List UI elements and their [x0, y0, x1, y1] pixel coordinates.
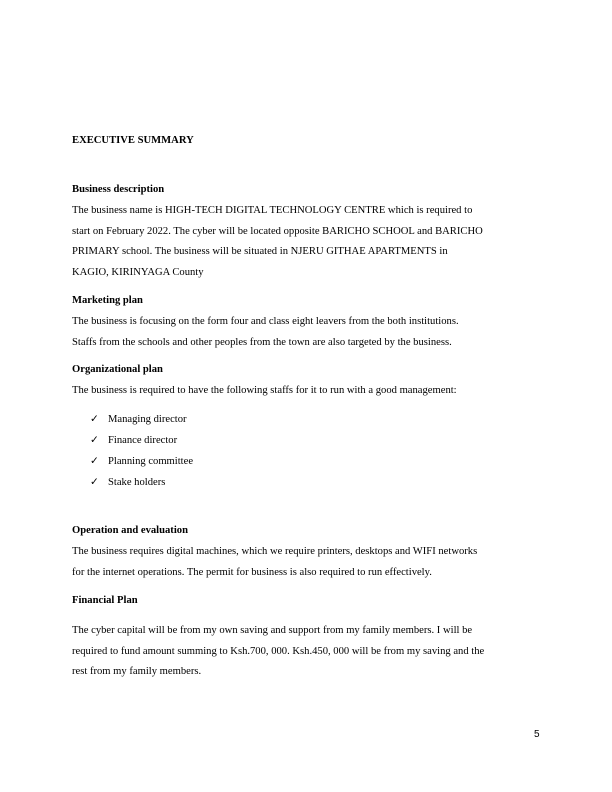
- body-line: The business is focusing on the form four and class eight leavers from the both institutions.: [72, 316, 459, 327]
- body-line: The cyber capital will be from my own saving and support from my family members. I will be: [72, 625, 473, 636]
- page-title: EXECUTIVE SUMMARY: [72, 135, 194, 146]
- operation-evaluation-heading: Operation and evaluation: [72, 525, 188, 536]
- body-line: Staffs from the schools and other peoples from the town are also targeted by the business.: [72, 337, 452, 348]
- body-line: The business is required to have the following staffs for it to run with a good management:: [72, 385, 457, 396]
- checkmark-icon: ✓: [90, 435, 99, 446]
- list-item: [90, 477, 165, 489]
- financial-plan-heading: Financial Plan: [72, 595, 138, 606]
- list-item-label: Planning committee: [108, 456, 194, 467]
- body-line: rest from my family members.: [72, 666, 202, 677]
- business-description-heading: Business description: [72, 184, 165, 195]
- body-line: start on February 2022. The cyber will be located opposite BARICHO SCHOOL and BARICHO: [72, 226, 483, 237]
- checkmark-icon: ✓: [90, 414, 99, 425]
- list-item: [90, 456, 193, 468]
- list-item-label: Stake holders: [108, 477, 166, 488]
- body-line: required to fund amount summing to Ksh.700, 000. Ksh.450, 000 will be from my saving and the: [72, 646, 485, 657]
- body-line: PRIMARY school. The business will be situated in NJERU GITHAE APARTMENTS in: [72, 246, 448, 257]
- body-line: for the internet operations. The permit for business is also required to run effectively.: [72, 567, 432, 578]
- organizational-plan-heading: Organizational plan: [72, 364, 163, 375]
- list-item: [90, 435, 177, 447]
- list-item-label: Managing director: [108, 414, 187, 425]
- checkmark-icon: ✓: [90, 477, 99, 488]
- marketing-plan-heading: Marketing plan: [72, 295, 143, 306]
- body-line: The business requires digital machines, which we require printers, desktops and WIFI networks: [72, 546, 478, 557]
- list-item: [90, 414, 187, 426]
- body-line: The business name is HIGH-TECH DIGITAL TECHNOLOGY CENTRE which is required to: [72, 205, 473, 216]
- list-item-label: Finance director: [108, 435, 178, 446]
- checkmark-icon: ✓: [90, 456, 99, 467]
- body-line: KAGIO, KIRINYAGA County: [72, 267, 204, 278]
- page-number: 5: [534, 729, 540, 740]
